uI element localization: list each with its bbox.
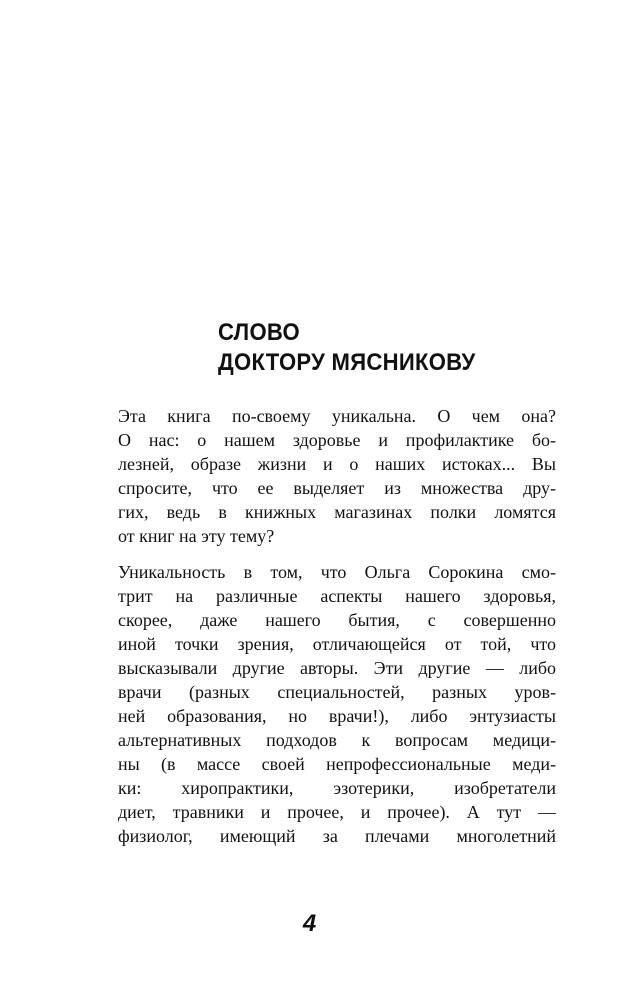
text-line: врачи (разных специальностей, разных уров- [118, 682, 556, 702]
text-line: от книг на эту тему? [118, 526, 275, 546]
text-line: физиолог, имеющий за плечами многолетний [118, 826, 556, 846]
chapter-heading-line-2: ДОКТОРУ МЯСНИКОВУ [218, 349, 476, 376]
text-line: ки: хиропрактики, эзотерики, изобретатели [118, 778, 556, 798]
text-line: диет, травники и прочее, и прочее). А тут — [118, 802, 556, 822]
text-line: альтернативных подходов к вопросам медици- [118, 730, 556, 750]
chapter-heading-line-1: СЛОВО [218, 319, 301, 346]
text-line: высказывали другие авторы. Эти другие — либо [118, 658, 556, 678]
paragraph-2 [118, 560, 556, 848]
body-text [118, 404, 556, 860]
text-line: скорее, даже нашего бытия, с совершенно [118, 610, 556, 630]
chapter-heading [218, 318, 476, 378]
text-line: спросите, что ее выделяет из множества дру- [118, 478, 556, 498]
text-line: ней образования, но врачи!), либо энтузиасты [118, 706, 556, 726]
text-line: Уникальность в том, что Ольга Сорокина смо- [118, 562, 556, 582]
text-line: иной точки зрения, отличающейся от той, что [118, 634, 556, 654]
text-line: лезней, образе жизни и о наших истоках... Вы [118, 454, 556, 474]
text-line: ны (в массе своей непрофессиональные меди- [118, 754, 556, 774]
page-number: 4 [302, 910, 317, 937]
text-line: Эта книга по-своему уникальна. О чем она? [118, 406, 556, 426]
text-line: О нас: о нашем здоровье и профилактике бо- [118, 430, 556, 450]
text-line: трит на различные аспекты нашего здоровья, [118, 586, 556, 606]
paragraph-1 [118, 404, 556, 548]
text-line: гих, ведь в книжных магазинах полки ломятся [118, 502, 556, 522]
